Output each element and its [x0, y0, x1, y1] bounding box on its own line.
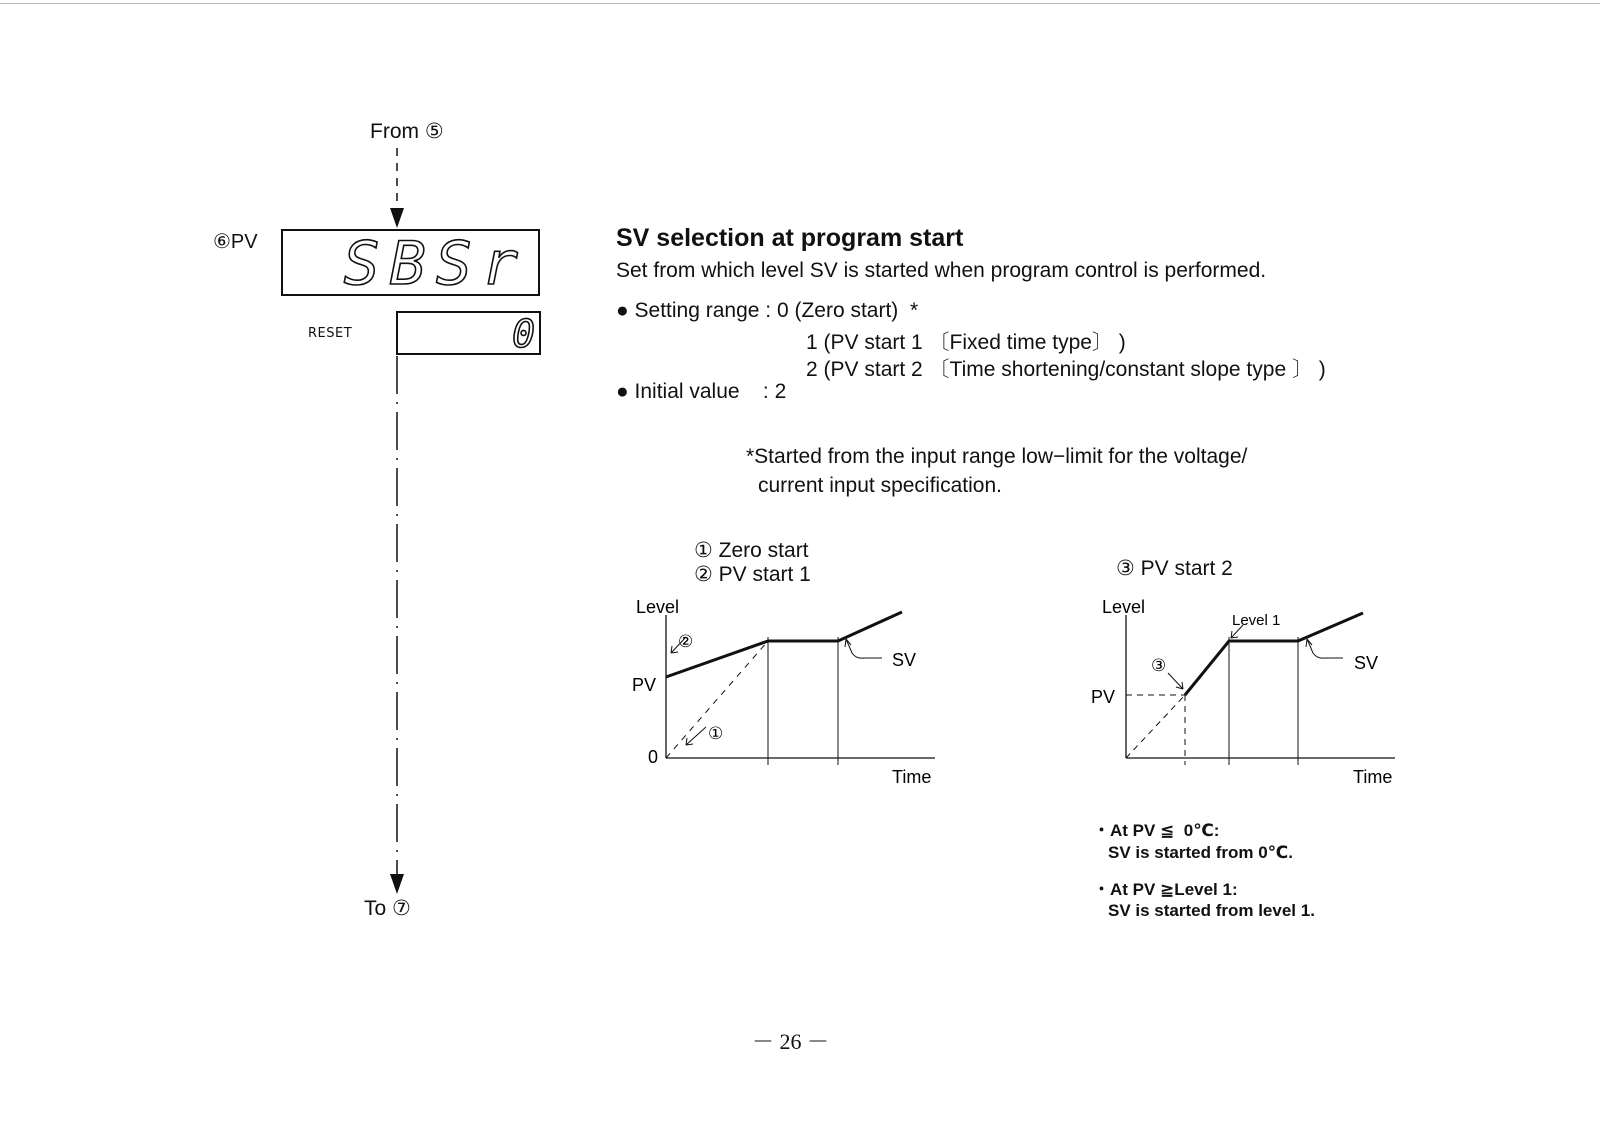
graph-right-time-label: Time	[1353, 767, 1393, 787]
pv-tag: ⑥PV	[213, 231, 258, 253]
graph-right-dashed-slope	[1126, 695, 1185, 758]
pointer-arrow-icon	[686, 727, 706, 745]
setting-range-line1: ● Setting range : 0 (Zero start) *	[616, 299, 919, 322]
setting-range-line2: 1 (PV start 1 〔Fixed time type〕 )	[806, 331, 1126, 354]
to-label: To ⑦	[364, 897, 411, 920]
note-line2: current input specification.	[758, 474, 1002, 497]
graph-right-title: ③ PV start 2	[1116, 557, 1233, 580]
reset-tag: RESET	[308, 326, 353, 341]
flow-arrow-down-icon	[390, 874, 404, 894]
graph-left-marker-2: ②	[678, 632, 694, 651]
initial-value: ● Initial value : 2	[616, 380, 787, 403]
graph-left-pv-label: PV	[632, 675, 657, 695]
graph-left-time-label: Time	[892, 767, 932, 787]
reset-display-value: 0	[512, 312, 535, 356]
graph-right-marker-3: ③	[1151, 656, 1167, 675]
graph-left-marker-1: ①	[708, 724, 724, 743]
pointer-arrow-icon	[1168, 673, 1183, 689]
graph-left-title-2: ② PV start 1	[694, 563, 811, 586]
pv-display	[281, 229, 540, 299]
graph-left-sv-line	[666, 612, 902, 677]
sv-hook-icon	[846, 639, 882, 658]
graph-right-level1-label: Level 1	[1232, 612, 1281, 629]
note1-line2: SV is started from 0℃.	[1108, 843, 1293, 862]
note2-line2: SV is started from level 1.	[1108, 901, 1315, 920]
graph-right	[1085, 595, 1415, 805]
note1-line1: ・At PV ≦ 0℃:	[1093, 821, 1220, 840]
graph-left-level-label: Level	[636, 597, 680, 617]
graph-left-title-1: ① Zero start	[694, 539, 809, 562]
pv-display-value: SBSr	[343, 229, 528, 299]
graph-left-zero-label: 0	[648, 747, 659, 767]
graph-left	[620, 595, 950, 805]
from-label: From ⑤	[370, 120, 444, 143]
setting-range-line3: 2 (PV start 2 〔Time shortening/constant slope type 〕 )	[806, 358, 1326, 381]
graph-left-sv-label: SV	[892, 650, 917, 670]
section-intro: Set from which level SV is started when program control is performed.	[616, 259, 1267, 282]
top-rule	[0, 3, 1600, 4]
reset-display	[396, 311, 541, 355]
graph-right-pv-label: PV	[1091, 687, 1116, 707]
note-line1: *Started from the input range low−limit for the voltage/	[746, 445, 1248, 468]
page-number: － 26 －	[752, 1029, 830, 1054]
sv-hook-icon	[1307, 639, 1343, 658]
note2-line1: ・At PV ≧Level 1:	[1093, 880, 1238, 899]
graph-right-level-label: Level	[1102, 597, 1146, 617]
section-heading: SV selection at program start	[616, 224, 964, 252]
flow-arrow-down-icon	[390, 208, 404, 228]
graph-right-sv-label: SV	[1354, 653, 1379, 673]
